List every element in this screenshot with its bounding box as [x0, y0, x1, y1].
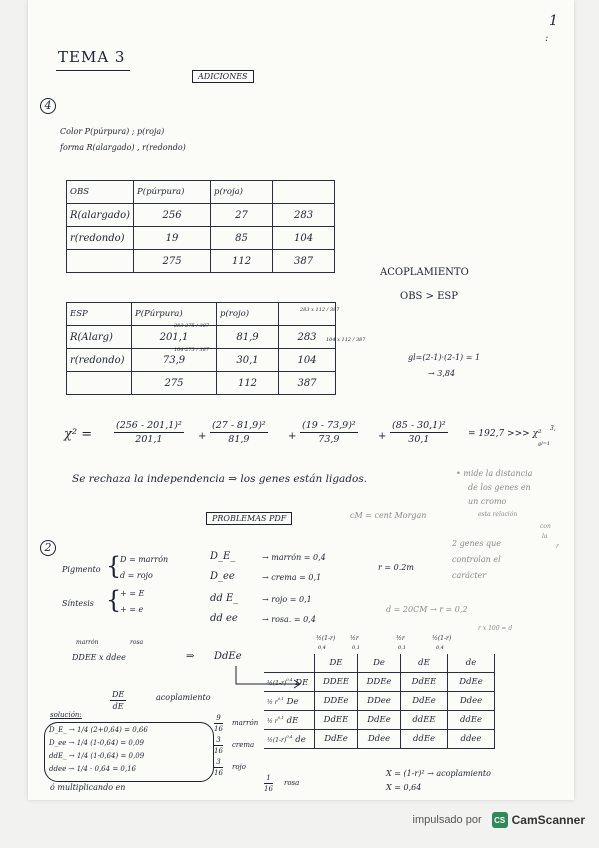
- frac-num: 3: [214, 758, 223, 768]
- punnett-cell: DdEE: [401, 673, 448, 692]
- obs-total: 387: [273, 250, 335, 273]
- chi-term-den: 201,1: [135, 434, 163, 445]
- esp-col-header: [279, 303, 336, 326]
- pencil-note: un cromo: [468, 497, 507, 506]
- footer-text: impulsado por: [412, 814, 482, 826]
- camscanner-footer: [413, 812, 585, 828]
- esp-cell: 81,9: [217, 326, 279, 349]
- conclusion: Se rechaza la independencia ⇒ los genes están ligados.: [72, 473, 368, 485]
- row-gamete: DE: [295, 677, 309, 688]
- punnett-cell: DdEe: [448, 673, 495, 692]
- chi-result-sub: gl=1: [538, 441, 551, 447]
- obs-esp-note: OBS > ESP: [400, 291, 459, 302]
- pencil-note: carácter: [452, 571, 487, 580]
- punnett-cell: DDEE: [315, 673, 358, 692]
- obs-col-header: P(púrpura): [134, 181, 211, 204]
- row-prob: ½(1-r): [267, 679, 287, 687]
- solution-line: ddE_ → 1/4 (1-0,64) = 0,09: [49, 752, 145, 760]
- prob-fraction: [214, 736, 223, 755]
- phenotype: → rosa. = 0,4: [262, 615, 316, 624]
- pigmento-label: Pigmento: [62, 565, 101, 574]
- frac-den: 16: [264, 785, 273, 793]
- punnett-col-header: DE: [315, 654, 358, 673]
- shape-line: forma R(alargado) , r(redondo): [60, 143, 186, 152]
- esp-cell: 30,1: [217, 349, 279, 372]
- genotype: dd ee: [210, 613, 238, 624]
- r-value: r = 0.2m: [378, 563, 414, 572]
- prob-fraction: [264, 774, 273, 793]
- pencil-note: r: [556, 543, 559, 550]
- prob-fraction: [214, 714, 223, 733]
- esp-note: 283·275 / 387: [174, 323, 210, 329]
- chi-result-sup: 3,: [550, 425, 556, 432]
- punnett-cell: ddEe: [401, 730, 448, 749]
- esp-row-label: r(redondo): [67, 349, 132, 372]
- obs-cell: 27: [211, 204, 273, 227]
- punnett-cell: ddee: [448, 730, 495, 749]
- esp-row-label: R(Alarg): [67, 326, 132, 349]
- pencil-note: la: [542, 533, 548, 540]
- margin-mark: :: [545, 33, 549, 44]
- acoplamiento-note: ACOPLAMIENTO: [380, 267, 469, 278]
- pencil-note: esta relación: [478, 511, 518, 518]
- esp-col-header: P(Púrpura): [132, 303, 217, 326]
- esp-cell: 104: [279, 349, 336, 372]
- problems-pdf-title: PROBLEMAS PDF: [206, 512, 292, 525]
- chi-result: = 192,7 >>> χ²: [468, 429, 542, 439]
- frac-den: 16: [214, 769, 223, 777]
- obs-total: 275: [134, 250, 211, 273]
- color-line: Color P(púrpura) ; p(roja): [60, 127, 165, 136]
- esp-row-label: [67, 372, 132, 395]
- punnett-cell: DdEe: [358, 711, 401, 730]
- row-prob: ½ r: [267, 717, 278, 725]
- plus-sign: +: [378, 431, 387, 442]
- distance-note: d = 20CM → r = 0,2: [386, 605, 468, 614]
- chi-term-num: (19 - 73,9)²: [302, 420, 356, 431]
- punnett-table: [264, 654, 495, 749]
- obs-row-label: [67, 250, 134, 273]
- punnett-row-header: [264, 711, 315, 730]
- obs-cell: 104: [273, 227, 335, 250]
- esp-cell: 73,9: [132, 349, 217, 372]
- frac-label: rojo: [232, 763, 246, 771]
- camscanner-brand: CamScanner: [511, 813, 585, 827]
- row-gamete: de: [295, 734, 306, 745]
- punnett-cell: ddEE: [401, 711, 448, 730]
- punnett-cell: Ddee: [358, 730, 401, 749]
- brace: {: [106, 586, 122, 614]
- plus-sign: +: [288, 431, 297, 442]
- row-val: 0,1: [277, 695, 284, 701]
- gamete-val: 0,4: [436, 645, 444, 651]
- frac-label: marrón: [232, 719, 259, 727]
- sintesis-label: Síntesis: [62, 599, 94, 608]
- problem-number: 4: [40, 98, 56, 114]
- chi-square-lhs: χ² =: [64, 427, 93, 442]
- punnett-row-header: [264, 673, 315, 692]
- gamete-prob: ½(1-r): [432, 635, 452, 642]
- esp-total: 387: [279, 372, 336, 395]
- pencil-note: controlan el: [452, 555, 501, 564]
- pencil-note: de los genes en: [468, 483, 531, 492]
- solution-acoplamiento: acoplamiento: [156, 693, 211, 702]
- solution-box: [44, 722, 214, 782]
- genotype: D_ee: [210, 571, 235, 582]
- row-val: 0,4: [286, 733, 293, 739]
- obs-cell: 19: [134, 227, 211, 250]
- punnett-cell: DDEe: [315, 692, 358, 711]
- pigmento-line: d = rojo: [120, 571, 153, 580]
- phenotype: → rojo = 0,1: [262, 595, 312, 604]
- obs-total: 112: [211, 250, 273, 273]
- solution-fraction: [110, 690, 126, 711]
- obs-header: OBS: [67, 181, 134, 204]
- pencil-note: • mide la distancia: [456, 469, 533, 478]
- punnett-cell: ddEe: [448, 711, 495, 730]
- r100-note: r x 100 = d: [478, 625, 513, 632]
- frac-den: 16: [214, 725, 223, 733]
- gamete-val: 0,1: [398, 645, 406, 651]
- cross: DDEE x ddee: [72, 653, 126, 662]
- phenotype: → crema = 0,1: [262, 573, 322, 582]
- frac-num: 1: [264, 774, 273, 784]
- chi-term-den: 73,9: [318, 434, 340, 445]
- parent-label: rosa: [130, 639, 144, 646]
- chi-term: [300, 420, 358, 445]
- esp-note: 104 x 112 / 387: [326, 337, 366, 343]
- row-prob: ½ r: [267, 698, 278, 706]
- punnett-row-header: [264, 692, 315, 711]
- chi-term-num: (85 - 30,1)²: [392, 420, 446, 431]
- genotype: D_E_: [210, 551, 236, 562]
- row-prob: ½(1-r): [267, 736, 287, 744]
- page-title: TEMA 3: [58, 48, 126, 66]
- solution-line: D_ee → 1/4 (1-0,64) = 0,09: [49, 739, 144, 747]
- gamete-prob: ½(1-r): [316, 635, 336, 642]
- frac-label: rosa: [284, 779, 300, 787]
- cross-arrow: ⇒: [186, 651, 195, 662]
- frac-num: 9: [214, 714, 223, 724]
- chi-term: [114, 420, 184, 445]
- problem-number: 2: [40, 540, 56, 556]
- obs-col-header: [273, 181, 335, 204]
- page-number: 1: [549, 13, 558, 29]
- esp-cell: 201,1: [132, 326, 217, 349]
- chi-term-den: 30,1: [408, 434, 430, 445]
- gamete-val: 0,1: [352, 645, 360, 651]
- esp-cell: 283: [279, 326, 336, 349]
- esp-note: 104·275 / 387: [174, 347, 210, 353]
- punnett-col-header: dE: [401, 654, 448, 673]
- esp-header: ESP: [67, 303, 132, 326]
- gamete-val: 0,4: [318, 645, 326, 651]
- frac-label: crema: [232, 741, 255, 749]
- pencil-note: 2 genes que: [452, 539, 502, 548]
- gamete-prob: ½r: [396, 635, 405, 642]
- x-formula: X = (1-r)² → acoplamiento: [386, 769, 491, 778]
- punnett-row-header: [264, 730, 315, 749]
- esp-col-header: p(rojo): [217, 303, 279, 326]
- obs-col-header: p(roja): [211, 181, 273, 204]
- genotype: dd E_: [210, 593, 239, 604]
- chi-term: [390, 420, 448, 445]
- x-value: X = 0,64: [386, 783, 422, 792]
- notebook-page: [28, 0, 574, 800]
- punnett-cell: Ddee: [448, 692, 495, 711]
- solution-line: ddee → 1/4 · 0,64 = 0,16: [49, 765, 136, 773]
- esp-total: 275: [132, 372, 217, 395]
- section-label: ADICIONES: [192, 70, 254, 83]
- plus-sign: +: [198, 431, 207, 442]
- solution-last: ó multiplicando en: [50, 783, 126, 792]
- punnett-cell: DDee: [358, 692, 401, 711]
- punnett-cell: DDEe: [358, 673, 401, 692]
- punnett-col-header: de: [448, 654, 495, 673]
- title-underline: [56, 70, 130, 71]
- chi-term-den: 81,9: [228, 434, 250, 445]
- frac-num: 3: [214, 736, 223, 746]
- obs-row-label: r(redondo): [67, 227, 134, 250]
- pigmento-line: D = marrón: [120, 555, 169, 564]
- parent-label: marrón: [76, 639, 99, 646]
- obs-row-label: R(alargado): [67, 204, 134, 227]
- solution-frac-den: dE: [112, 702, 124, 711]
- phenotype: → marrón = 0,4: [262, 553, 326, 562]
- esp-note: 283 x 112 / 387: [300, 307, 340, 313]
- obs-cell: 283: [273, 204, 335, 227]
- camscanner-logo-icon: CS: [492, 812, 508, 828]
- obs-cell: 85: [211, 227, 273, 250]
- sintesis-line: + = e: [120, 605, 144, 614]
- obs-cell: 256: [134, 204, 211, 227]
- sintesis-line: + = E: [120, 589, 145, 598]
- solution-label: solución:: [50, 711, 82, 719]
- pencil-note: con: [540, 523, 551, 530]
- pencil-note: cM = cent Morgan: [350, 511, 427, 520]
- row-gamete: dE: [286, 715, 299, 726]
- punnett-cell: DdEe: [401, 692, 448, 711]
- prob-fraction: [214, 758, 223, 777]
- esp-total: 112: [217, 372, 279, 395]
- punnett-cell: DdEE: [315, 711, 358, 730]
- chi-term-num: (256 - 201,1)²: [116, 420, 182, 431]
- cross-result: DdEe: [214, 651, 242, 662]
- row-val: 0,4: [286, 676, 293, 682]
- observed-table: [66, 180, 335, 273]
- row-gamete: De: [286, 696, 299, 707]
- punnett-col-header: De: [358, 654, 401, 673]
- row-val: 0,1: [277, 714, 284, 720]
- solution-line: D_E_ → 1/4 (2+0,64) = 0,66: [49, 726, 148, 734]
- punnett-cell: DdEe: [315, 730, 358, 749]
- frac-den: 16: [214, 747, 223, 755]
- punnett-corner: [264, 654, 315, 673]
- gl-critical: → 3,84: [428, 369, 456, 378]
- chi-term: [210, 420, 268, 445]
- solution-frac-num: DE: [112, 690, 125, 699]
- brace: {: [106, 552, 122, 580]
- chi-term-num: (27 - 81,9)²: [212, 420, 266, 431]
- gamete-prob: ½r: [350, 635, 359, 642]
- gl-note: gl=(2-1)·(2-1) = 1: [408, 353, 481, 362]
